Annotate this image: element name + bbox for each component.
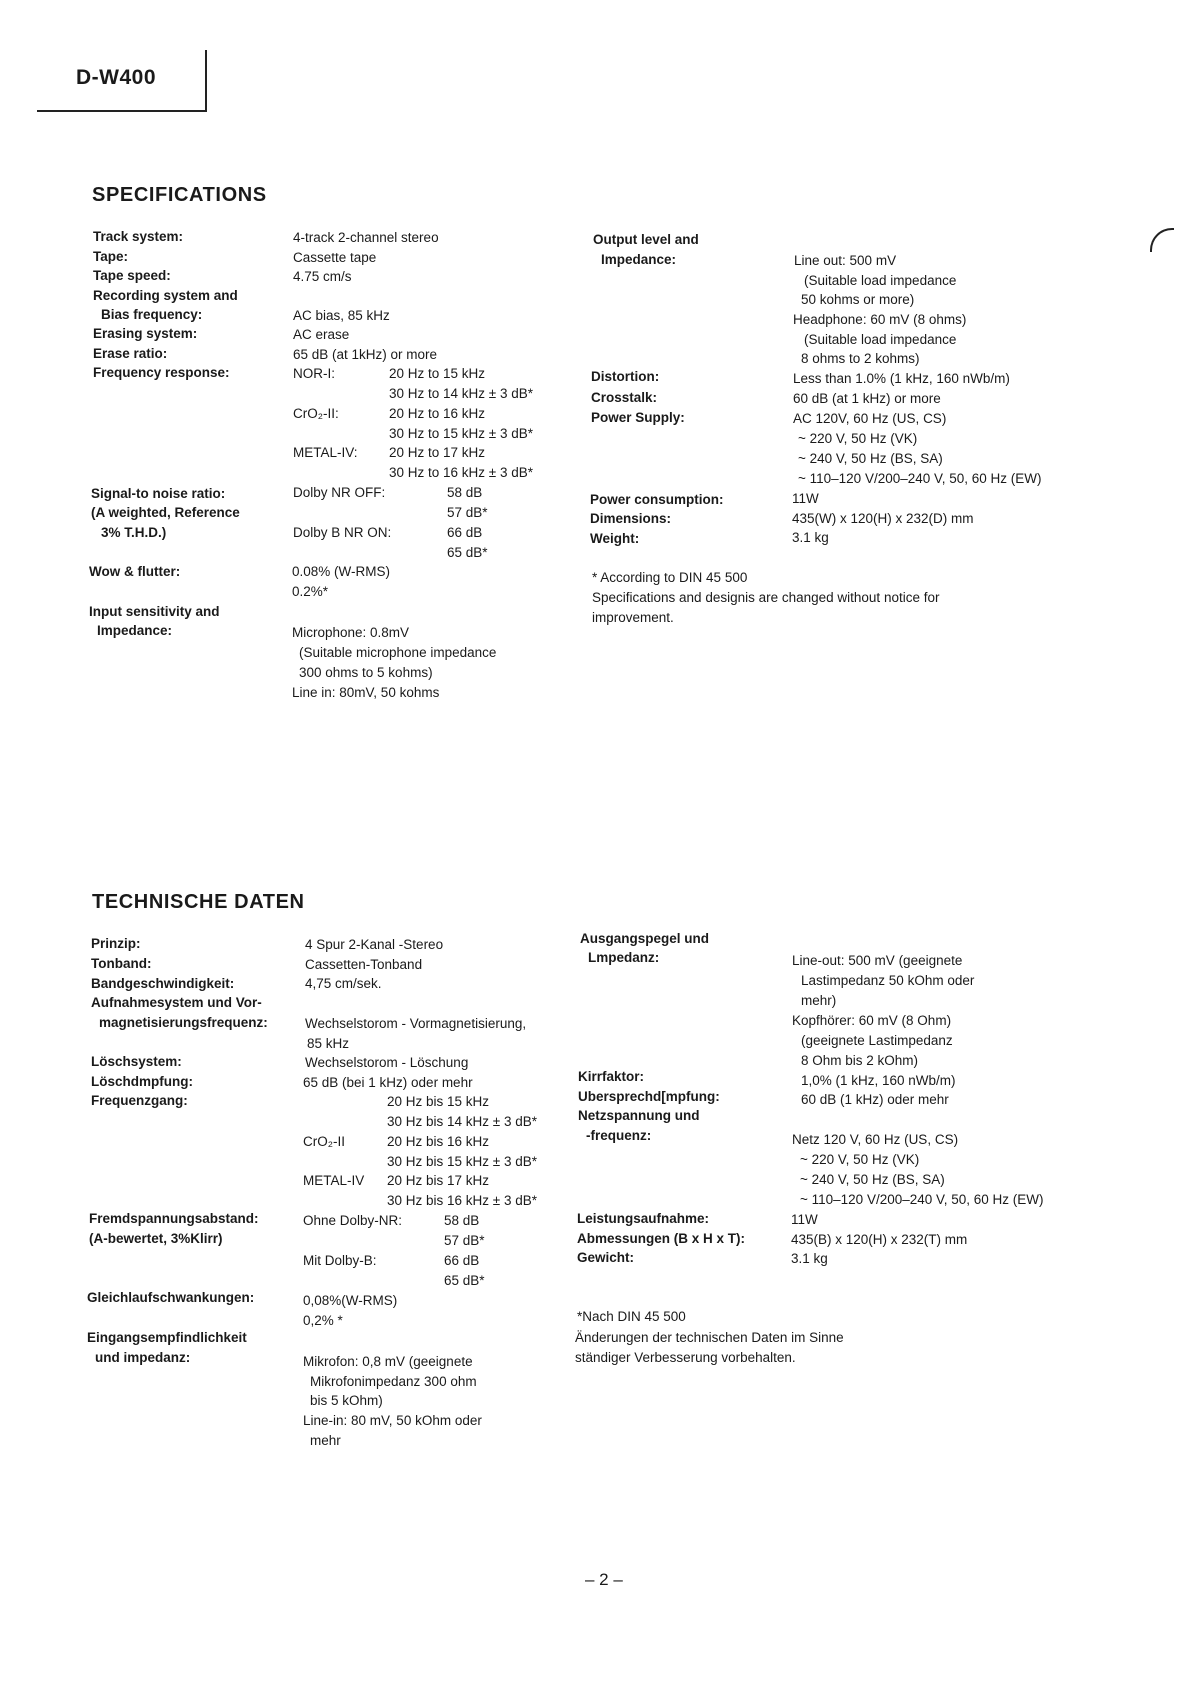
ausgangspegel-label: Ausgangspegel und xyxy=(580,931,710,946)
power-supply-vk-value: ~ 220 V, 50 Hz (VK) xyxy=(798,431,918,446)
gewicht-value: 3.1 kg xyxy=(791,1251,828,1266)
power-supply-us-value: AC 120V, 60 Hz (US, CS) xyxy=(793,411,947,426)
erasing-system-value: AC erase xyxy=(293,327,350,342)
erase-ratio-value: 65 dB (at 1kHz) or more xyxy=(293,347,438,362)
dolby-off-label: Dolby NR OFF: xyxy=(293,485,386,500)
line-out-impedance-value: (Suitable load impedance xyxy=(804,273,957,288)
header-frame-vertical-line xyxy=(205,50,207,112)
kopfhoerer-impedanz-value: (geeignete Lastimpedanz xyxy=(801,1033,953,1048)
weight-label: Weight: xyxy=(590,531,640,546)
snr-weighting-label: (A weighted, Reference xyxy=(91,505,240,520)
bandgeschwindigkeit-label: Bandgeschwindigkeit: xyxy=(91,976,235,991)
dolby-b-din-value: 65 dB* xyxy=(447,545,488,560)
cro2-bereich-value: 20 Hz bis 16 kHz xyxy=(387,1134,490,1149)
mit-dolby-value: 66 dB xyxy=(444,1253,480,1268)
klirrfaktor-label: Kirrfaktor: xyxy=(578,1069,645,1084)
tonband-value: Cassetten-Tonband xyxy=(305,957,423,972)
mikrofon-impedanz-value: Mikrofonimpedanz 300 ohm xyxy=(310,1374,477,1389)
loeschsystem-label: Löschsystem: xyxy=(91,1054,182,1069)
eingangsempfindlichkeit-label: Eingangsempfindlichkeit xyxy=(87,1330,247,1345)
cro2-range-value: 20 Hz to 16 kHz xyxy=(389,406,486,421)
kopfhoerer-impedanz-range: 8 Ohm bis 2 kOhm) xyxy=(801,1053,919,1068)
line-out-value: Line out: 500 mV xyxy=(794,253,897,268)
distortion-value: Less than 1.0% (1 kHz, 160 nWb/m) xyxy=(793,371,1010,386)
recording-system-label: Recording system and xyxy=(93,288,238,303)
gleichlauf-label: Gleichlaufschwankungen: xyxy=(87,1290,255,1305)
netz-ew-value: ~ 110–120 V/200–240 V, 50, 60 Hz (EW) xyxy=(800,1192,1044,1207)
tonband-label: Tonband: xyxy=(91,956,152,971)
power-supply-ew-value: ~ 110–120 V/200–240 V, 50, 60 Hz (EW) xyxy=(798,471,1042,486)
snr-label: Signal-to noise ratio: xyxy=(91,486,226,501)
gleichlauf-value: 0,08%(W-RMS) xyxy=(303,1293,398,1308)
power-consumption-value: 11W xyxy=(792,491,819,506)
crosstalk-label: Crosstalk: xyxy=(591,390,658,405)
vormagnetisierung-value: Wechselstorom - Vormagnetisierung, xyxy=(305,1016,527,1031)
cro2-toleranz-value: 30 Hz bis 15 kHz ± 3 dB* xyxy=(387,1154,537,1169)
input-impedance-label: Impedance: xyxy=(97,623,173,638)
loeschsystem-value: Wechselstorom - Löschung xyxy=(305,1055,469,1070)
line-out-value-de: Line-out: 500 mV (geeignete xyxy=(792,953,963,968)
header-frame-horizontal-line xyxy=(37,110,207,112)
model-number: D-W400 xyxy=(76,66,157,89)
gleichlauf-din-value: 0,2% * xyxy=(303,1313,343,1328)
line-in-mehr-value: mehr xyxy=(310,1433,341,1448)
ohne-dolby-value: 58 dB xyxy=(444,1213,480,1228)
ohne-dolby-din-value: 57 dB* xyxy=(444,1233,485,1248)
nor-tolerance-value: 30 Hz to 14 kHz ± 3 dB* xyxy=(389,386,533,401)
klirrfaktor-value: 1,0% (1 kHz, 160 nWb/m) xyxy=(801,1073,956,1088)
track-system-value: 4-track 2-channel stereo xyxy=(293,230,439,245)
power-consumption-label: Power consumption: xyxy=(590,492,724,507)
fremdspannungsabstand-label: Fremdspannungsabstand: xyxy=(89,1211,259,1226)
uebersprechdaempfung-label: Ubersprechd[mpfung: xyxy=(578,1089,720,1104)
tape-speed-value: 4.75 cm/s xyxy=(293,269,352,284)
aenderungen-line1: Änderungen der technischen Daten im Sinne xyxy=(575,1330,844,1345)
weight-value: 3.1 kg xyxy=(792,530,829,545)
mit-dolby-label: Mit Dolby-B: xyxy=(303,1253,377,1268)
gewicht-label: Gewicht: xyxy=(577,1250,635,1265)
metal-label: METAL-IV: xyxy=(293,445,358,460)
nor-label: NOR-I: xyxy=(293,366,335,381)
ausgang-impedanz-label: Lmpedanz: xyxy=(588,950,660,965)
netz-bs-value: ~ 240 V, 50 Hz (BS, SA) xyxy=(800,1172,945,1187)
lastimpedanz-value: Lastimpedanz 50 kOhm oder xyxy=(801,973,975,988)
a-bewertet-label: (A-bewertet, 3%Klirr) xyxy=(89,1231,223,1246)
headphone-impedance-value: (Suitable load impedance xyxy=(804,332,957,347)
wow-flutter-din-value: 0.2%* xyxy=(292,584,329,599)
aufnahmesystem-label: Aufnahmesystem und Vor- xyxy=(91,995,262,1010)
dolby-b-label: Dolby B NR ON: xyxy=(293,525,392,540)
microphone-impedance-value: (Suitable microphone impedance xyxy=(299,645,497,660)
line-out-impedance-range: 50 kohms or more) xyxy=(801,292,915,307)
wow-flutter-value: 0.08% (W-RMS) xyxy=(292,564,391,579)
wow-flutter-label: Wow & flutter: xyxy=(89,564,181,579)
metal-range-value: 20 Hz to 17 kHz xyxy=(389,445,486,460)
vormagnetisierung-label: magnetisierungsfrequenz: xyxy=(99,1015,268,1030)
eingang-impedanz-label: und impedanz: xyxy=(95,1350,191,1365)
frequency-response-label: Frequency response: xyxy=(93,365,230,380)
uebersprechdaempfung-value: 60 dB (1 kHz) oder mehr xyxy=(801,1092,949,1107)
lastimpedanz-mehr-value: mehr) xyxy=(801,993,837,1008)
headphone-impedance-range: 8 ohms to 2 kohms) xyxy=(801,351,920,366)
loeschdaempfung-label: Löschdmpfung: xyxy=(91,1074,193,1089)
mikrofon-value: Mikrofon: 0,8 mV (geeignete xyxy=(303,1354,473,1369)
nor-toleranz-value: 30 Hz bis 14 kHz ± 3 dB* xyxy=(387,1114,537,1129)
dolby-off-value: 58 dB xyxy=(447,485,483,500)
dimensions-label: Dimensions: xyxy=(590,511,672,526)
bandgeschwindigkeit-value: 4,75 cm/sek. xyxy=(305,976,382,991)
metal-toleranz-value: 30 Hz bis 16 kHz ± 3 dB* xyxy=(387,1193,537,1208)
abmessungen-value: 435(B) x 120(H) x 232(T) mm xyxy=(791,1232,968,1247)
change-notice-line1: Specifications and designis are changed without notice for xyxy=(592,590,940,605)
prinzip-label: Prinzip: xyxy=(91,936,141,951)
track-system-label: Track system: xyxy=(93,229,184,244)
line-in-value: Line in: 80mV, 50 kohms xyxy=(292,685,440,700)
line-in-value-de: Line-in: 80 mV, 50 kOhm oder xyxy=(303,1413,482,1428)
snr-reference-label: 3% T.H.D.) xyxy=(101,525,167,540)
technische-daten-title: TECHNISCHE DATEN xyxy=(92,891,305,913)
cro2-tolerance-value: 30 Hz to 15 kHz ± 3 dB* xyxy=(389,426,533,441)
metal-tolerance-value: 30 Hz to 16 kHz ± 3 dB* xyxy=(389,465,533,480)
kopfhoerer-value: Kopfhörer: 60 mV (8 Ohm) xyxy=(792,1013,952,1028)
bias-frequency-label: Bias frequency: xyxy=(101,307,203,322)
dolby-off-din-value: 57 dB* xyxy=(447,505,488,520)
mikrofon-impedanz-range: bis 5 kOhm) xyxy=(310,1393,383,1408)
metal-bereich-value: 20 Hz bis 17 kHz xyxy=(387,1173,490,1188)
cro2-label: CrO₂-II: xyxy=(293,406,339,421)
netzspannung-label: Netzspannung und xyxy=(578,1108,700,1123)
mit-dolby-din-value: 65 dB* xyxy=(444,1273,485,1288)
tape-speed-label: Tape speed: xyxy=(93,268,171,283)
specifications-title: SPECIFICATIONS xyxy=(92,184,267,206)
power-supply-bs-value: ~ 240 V, 50 Hz (BS, SA) xyxy=(798,451,943,466)
registration-mark-icon xyxy=(1150,228,1174,252)
nor-range-value: 20 Hz to 15 kHz xyxy=(389,366,486,381)
netz-vk-value: ~ 220 V, 50 Hz (VK) xyxy=(800,1152,920,1167)
erase-ratio-label: Erase ratio: xyxy=(93,346,168,361)
power-supply-label: Power Supply: xyxy=(591,410,685,425)
headphone-value: Headphone: 60 mV (8 ohms) xyxy=(793,312,967,327)
loeschdaempfung-value: 65 dB (bei 1 kHz) oder mehr xyxy=(303,1075,473,1090)
cro2-label-de: CrO₂-II xyxy=(303,1134,345,1149)
microphone-value: Microphone: 0.8mV xyxy=(292,625,410,640)
microphone-impedance-range: 300 ohms to 5 kohms) xyxy=(299,665,433,680)
ohne-dolby-label: Ohne Dolby-NR: xyxy=(303,1213,403,1228)
page-number: – 2 – xyxy=(585,1570,623,1589)
aenderungen-line2: ständiger Verbesserung vorbehalten. xyxy=(575,1350,796,1365)
distortion-label: Distortion: xyxy=(591,369,660,384)
crosstalk-value: 60 dB (at 1 kHz) or more xyxy=(793,391,941,406)
prinzip-value: 4 Spur 2-Kanal -Stereo xyxy=(305,937,444,952)
netzfrequenz-label: -frequenz: xyxy=(586,1128,652,1143)
nor-bereich-value: 20 Hz bis 15 kHz xyxy=(387,1094,490,1109)
din-footnote-de: *Nach DIN 45 500 xyxy=(577,1309,686,1324)
dimensions-value: 435(W) x 120(H) x 232(D) mm xyxy=(792,511,974,526)
tape-label: Tape: xyxy=(93,249,129,264)
vormagnetisierung-frequenz-value: 85 kHz xyxy=(307,1036,350,1051)
output-level-label: Output level and xyxy=(593,232,699,247)
change-notice-line2: improvement. xyxy=(592,610,674,625)
bias-frequency-value: AC bias, 85 kHz xyxy=(293,308,390,323)
abmessungen-label: Abmessungen (B x H x T): xyxy=(577,1231,746,1246)
netz-us-value: Netz 120 V, 60 Hz (US, CS) xyxy=(792,1132,959,1147)
dolby-b-value: 66 dB xyxy=(447,525,483,540)
tape-value: Cassette tape xyxy=(293,250,377,265)
erasing-system-label: Erasing system: xyxy=(93,326,198,341)
leistungsaufnahme-value: 11W xyxy=(791,1212,818,1227)
leistungsaufnahme-label: Leistungsaufnahme: xyxy=(577,1211,710,1226)
frequenzgang-label: Frequenzgang: xyxy=(91,1093,188,1108)
din-footnote: * According to DIN 45 500 xyxy=(592,570,748,585)
output-impedance-label: Impedance: xyxy=(601,252,677,267)
input-sensitivity-label: Input sensitivity and xyxy=(89,604,220,619)
metal-label-de: METAL-IV xyxy=(303,1173,365,1188)
